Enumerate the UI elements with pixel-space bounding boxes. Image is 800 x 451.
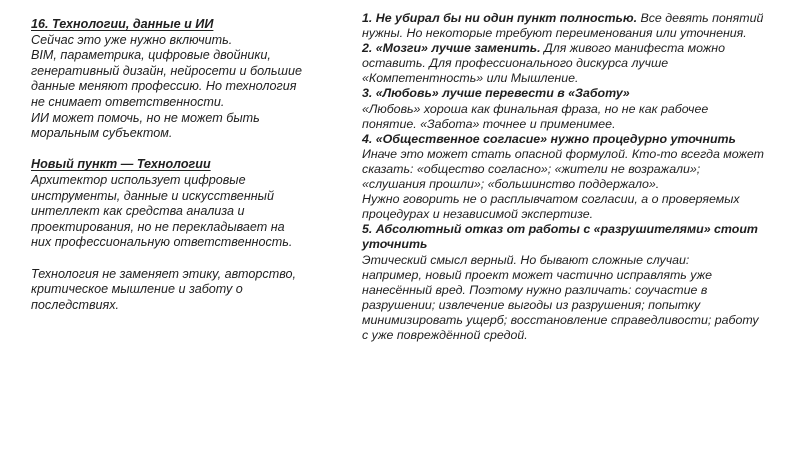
point-4-title: 4. «Общественное согласие» нужно процедурно уточнить (362, 131, 736, 146)
point-3-title: 3. «Любовь» лучше перевести в «Заботу» (362, 86, 630, 101)
point-2-body: оставить. Для профессионального дискурса лучше (362, 56, 669, 71)
closing-line: последствиях. (31, 297, 120, 312)
section-title: 16. Технологии, данные и ИИ (31, 17, 214, 31)
right-column (362, 11, 790, 343)
left-column (31, 17, 331, 313)
point-2-lead: 2. «Мозги» лучше заменить. (362, 41, 541, 56)
point-4-body: сказать: «общество согласно»; «жители не возражали»; (362, 161, 701, 176)
new-point-line: проектирования, но не перекладывает на (31, 219, 285, 234)
point-1-line (362, 11, 790, 26)
point-5-title: 5. Абсолютный отказ от работы с «разрушителями» стоит (362, 222, 758, 237)
point-4-body: Иначе это может стать опасной формулой. Кто-то всегда может (362, 146, 765, 161)
point-5-body: минимизировать ущерб; восстановление справедливости; работу (362, 312, 759, 327)
point-4-body: процедурах и независимой экспертизе. (362, 207, 594, 222)
point-2-body: «Компетентность» или Мышление. (362, 71, 579, 86)
new-point-line: инструменты, данные и искусственный (31, 188, 274, 203)
point-1-rest: Все девять понятий (637, 11, 764, 25)
point-5-body: нанесённый вред. Поэтому нужно различать: соучастие в (362, 282, 708, 297)
point-5-title: уточнить (362, 237, 428, 252)
point-3-body: понятие. «Забота» точнее и применимее. (362, 116, 616, 131)
point-2-line (362, 41, 790, 56)
spacer (31, 142, 331, 158)
intro-line: данные меняют профессию. Но технология (31, 79, 297, 94)
point-5-body: разрушении; извлечение выгоды из разрушения; попытку (362, 297, 701, 312)
new-point-title: Новый пункт — Технологии (31, 157, 211, 172)
new-point-line: интеллект как средства анализа и (31, 204, 245, 219)
intro-line: ИИ может помочь, но не может быть (31, 110, 260, 125)
new-point-line: них профессиональную ответственность. (31, 235, 293, 250)
closing-line: критическое мышление и заботу о (31, 282, 243, 297)
point-4-body: Нужно говорить не о расплывчатом согласии, а о проверяемых (362, 192, 740, 207)
point-4-body: «слушания прошли»; «большинство поддержало». (362, 177, 660, 192)
intro-line: не снимает ответственности. (31, 94, 225, 109)
intro-line: BIM, параметрика, цифровые двойники, (31, 48, 271, 63)
closing-line: Технология не заменяет этику, авторство, (31, 266, 296, 281)
point-2-rest: Для живого манифеста можно (540, 41, 725, 56)
intro-line: генеративный дизайн, нейросети и большие (31, 63, 302, 78)
point-5-body: с уже повреждённой средой. (362, 327, 528, 342)
intro-line: Сейчас это уже нужно включить. (31, 32, 233, 47)
point-5-body: Этический смысл верный. Но бывают сложные случаи: (362, 252, 690, 267)
point-3-body: «Любовь» хороша как финальная фраза, но не как рабочее (362, 101, 709, 116)
new-point-line: Архитектор использует цифровые (31, 172, 246, 187)
point-5-body: например, новый проект может частично исправлять уже (362, 267, 713, 282)
spacer (31, 251, 331, 267)
intro-line: моральным субъектом. (31, 126, 173, 141)
point-1-lead: 1. Не убирал бы ни один пункт полностью. (362, 11, 638, 25)
point-1-body: нужны. Но некоторые требуют переименования или уточнения. (362, 26, 747, 41)
